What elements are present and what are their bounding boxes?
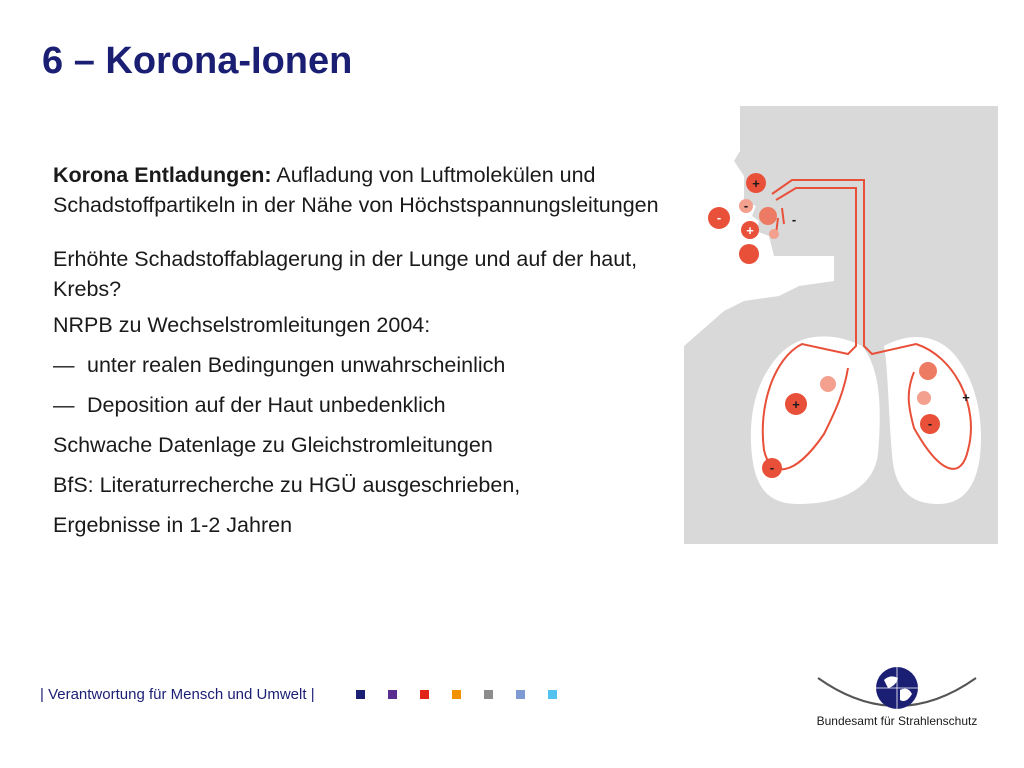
particle xyxy=(769,229,779,239)
sign-plus: + xyxy=(752,176,760,191)
color-square xyxy=(452,690,461,699)
line-text: BfS: Literaturrecherche zu HGÜ ausgeschrieben, xyxy=(53,473,521,497)
line-text: Deposition auf der Haut unbedenklich xyxy=(87,393,446,417)
sign-plus: + xyxy=(962,390,970,405)
line-text: unter realen Bedingungen unwahrscheinlich xyxy=(87,353,506,377)
line-text: Ergebnisse in 1-2 Jahren xyxy=(53,513,293,537)
sign-minus: - xyxy=(927,416,933,431)
paragraph-text: Aufladung von Luftmolekülen und Schadstoffpartikeln in der Nähe von Höchstspannungsleitungen xyxy=(53,163,659,217)
color-square xyxy=(388,690,397,699)
particle xyxy=(820,376,836,392)
statement-line xyxy=(53,312,663,352)
color-square xyxy=(420,690,429,699)
sign-minus: - xyxy=(791,212,797,227)
line-text: NRPB zu Wechselstromleitungen 2004: xyxy=(53,313,431,337)
color-square xyxy=(356,690,365,699)
particle xyxy=(917,391,931,405)
sign-plus: + xyxy=(792,397,800,412)
footer-slogan: | Verantwortung für Mensch und Umwelt | xyxy=(40,686,315,703)
color-square xyxy=(484,690,493,699)
statement-line xyxy=(53,432,663,472)
line-text: Schwache Datenlage zu Gleichstromleitungen xyxy=(53,433,493,457)
statement-line xyxy=(53,392,663,432)
slide-title: 6 – Korona-Ionen xyxy=(42,40,353,82)
logo-text: Bundesamt für Strahlenschutz xyxy=(816,714,978,728)
particle xyxy=(759,207,777,225)
slide-content xyxy=(53,160,663,552)
color-square xyxy=(516,690,525,699)
color-square xyxy=(548,690,557,699)
statement-line xyxy=(53,352,663,392)
paragraph-pollutant: Erhöhte Schadstoffablagerung in der Lunge und auf der haut, Krebs? xyxy=(53,247,638,301)
particle xyxy=(739,244,759,264)
dash-bullet: — xyxy=(53,353,75,377)
sign-plus: + xyxy=(746,223,754,238)
particle xyxy=(919,362,937,380)
lung-ion-diagram xyxy=(684,106,998,544)
statement-list xyxy=(53,312,663,552)
paragraph-corona-discharge xyxy=(53,160,663,220)
sign-minus: - xyxy=(743,198,749,213)
sign-minus: - xyxy=(769,460,775,475)
statement-line xyxy=(53,472,663,512)
sign-minus: - xyxy=(716,210,722,225)
dash-bullet: — xyxy=(53,393,75,417)
statement-line xyxy=(53,512,663,552)
paragraph-bold-lead: Korona Entladungen: xyxy=(53,163,272,187)
